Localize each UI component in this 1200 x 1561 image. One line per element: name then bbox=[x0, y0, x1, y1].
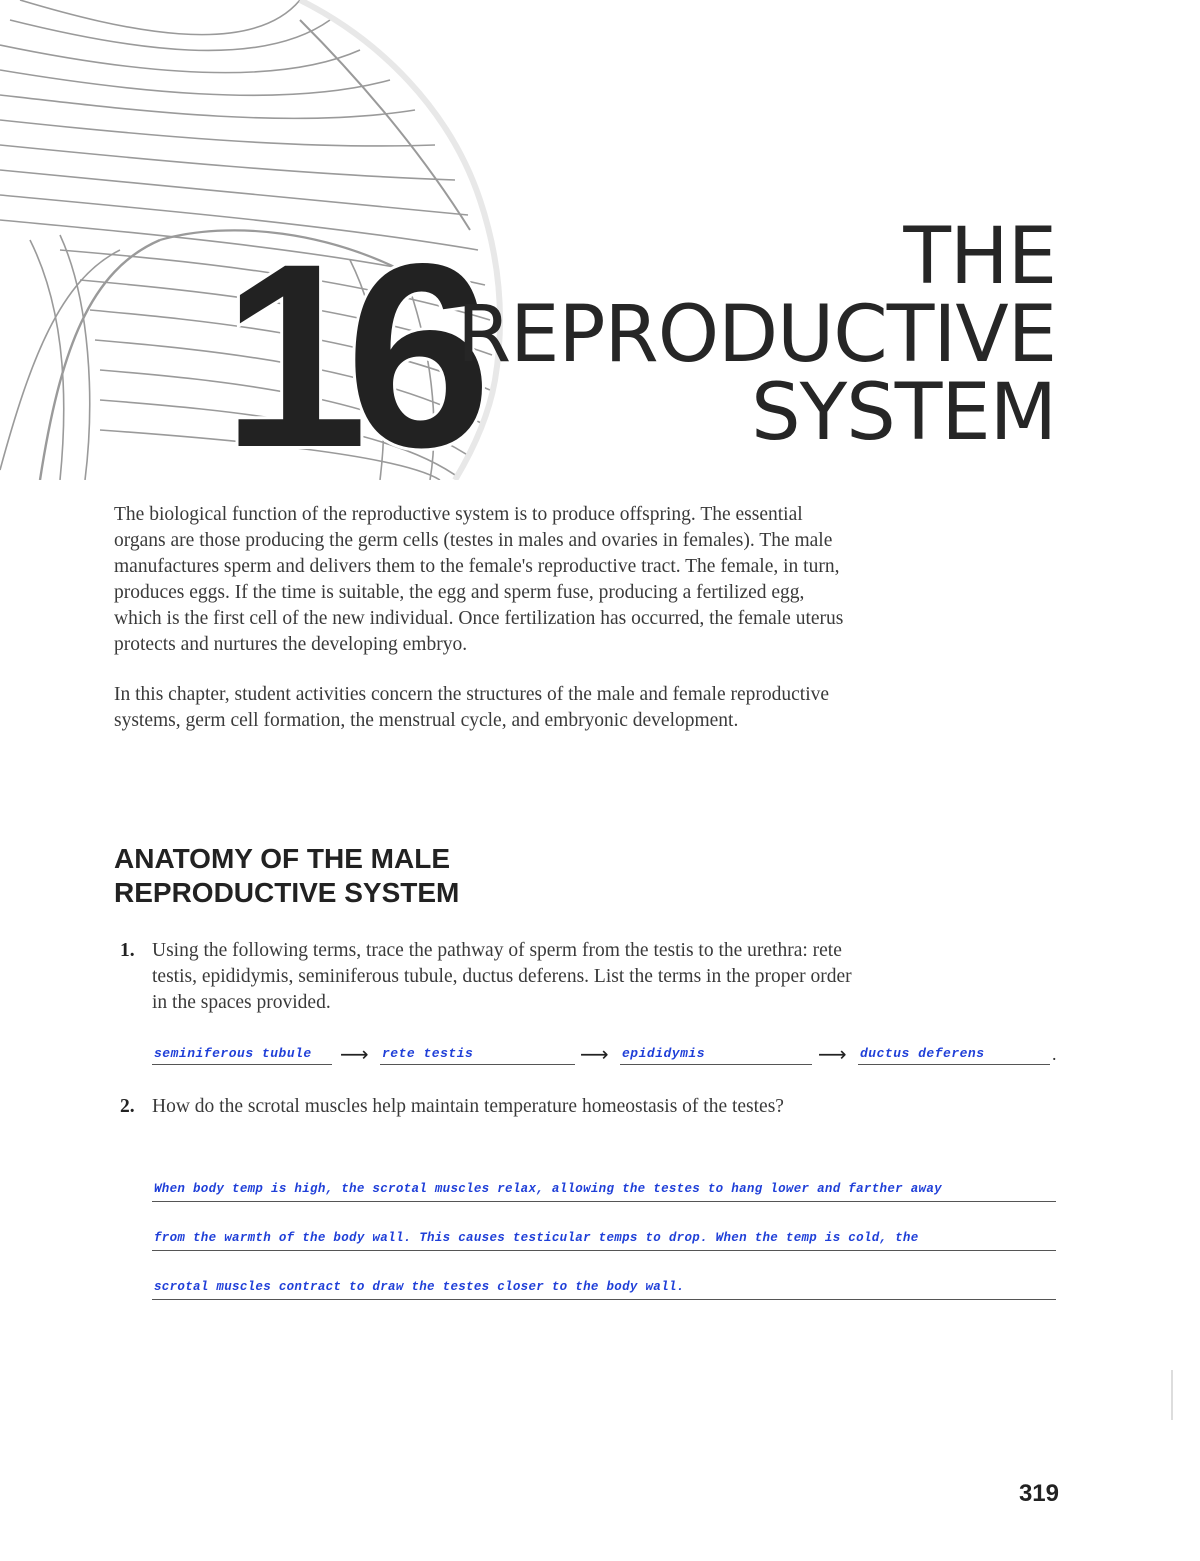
chapter-title bbox=[456, 212, 1056, 458]
pathway-blank-3[interactable] bbox=[620, 1040, 812, 1065]
pathway-blank-2[interactable] bbox=[380, 1040, 575, 1065]
answer-line-3[interactable] bbox=[152, 1273, 1056, 1300]
arrow-icon: ⟶ bbox=[580, 1042, 609, 1066]
question-1-text: Using the following terms, trace the pathway of sperm from the testis to the urethra: rete testis, epididymis, seminiferous tubule, ductus deferens. List the terms in the proper order in the spaces provided. bbox=[152, 940, 852, 1013]
answer-line-2-text: from the warmth of the body wall. This causes testicular temps to drop. When the temp is cold, the bbox=[154, 1231, 919, 1245]
question-1 bbox=[120, 938, 860, 1016]
answer-line-1[interactable] bbox=[152, 1175, 1056, 1202]
sperm-pathway-answers bbox=[152, 1040, 1062, 1070]
pathway-answer-1: seminiferous tubule bbox=[154, 1046, 312, 1061]
chapter-title-line-3: SYSTEM bbox=[751, 368, 1056, 458]
pathway-end-period: . bbox=[1052, 1044, 1057, 1064]
question-2 bbox=[120, 1094, 860, 1120]
pathway-answer-2: rete testis bbox=[382, 1046, 474, 1061]
section-heading-line-2: REPRODUCTIVE SYSTEM bbox=[114, 877, 460, 908]
chapter-introduction bbox=[114, 502, 854, 758]
chapter-title-line-1: THE bbox=[903, 212, 1056, 302]
answer-line-1-text: When body temp is high, the scrotal muscles relax, allowing the testes to hang lower and farther away bbox=[154, 1182, 942, 1196]
question-2-text: How do the scrotal muscles help maintain temperature homeostasis of the testes? bbox=[152, 1096, 784, 1117]
pathway-answer-4: ductus deferens bbox=[860, 1046, 985, 1061]
section-heading bbox=[114, 842, 459, 910]
arrow-icon: ⟶ bbox=[340, 1042, 369, 1066]
question-2-number: 2. bbox=[120, 1096, 135, 1117]
answer-line-2[interactable] bbox=[152, 1224, 1056, 1251]
chapter-number: 16 bbox=[222, 209, 470, 502]
answer-line-3-text: scrotal muscles contract to draw the testes closer to the body wall. bbox=[154, 1280, 685, 1294]
chapter-title-line-2: REPRODUCTIVE bbox=[456, 290, 1056, 380]
question-1-number: 1. bbox=[120, 940, 135, 961]
pathway-blank-4[interactable] bbox=[858, 1040, 1050, 1065]
pathway-answer-3: epididymis bbox=[622, 1046, 706, 1061]
scan-edge-mark bbox=[1171, 1370, 1173, 1420]
intro-paragraph-1: The biological function of the reproductive system is to produce offspring. The essential organs are those producing the germ cells (testes in males and ovaries in females). The male manufactures sperm and delivers them to the female's reproductive tract. The female, in turn, produces eggs. If the time is suitable, the egg and sperm fuse, producing a fertilized egg, which is the first cell of the new individual. Once fertilization has occurred, the female uterus protects and nurtures the developing embryo. bbox=[114, 504, 844, 655]
arrow-icon: ⟶ bbox=[818, 1042, 847, 1066]
section-heading-line-1: ANATOMY OF THE MALE bbox=[114, 843, 450, 874]
pathway-blank-1[interactable] bbox=[152, 1040, 332, 1065]
intro-paragraph-2: In this chapter, student activities concern the structures of the male and female reproductive systems, germ cell formation, the menstrual cycle, and embryonic development. bbox=[114, 684, 830, 731]
question-2-answer-area[interactable] bbox=[152, 1175, 1056, 1322]
page-number: 319 bbox=[1018, 1480, 1059, 1507]
